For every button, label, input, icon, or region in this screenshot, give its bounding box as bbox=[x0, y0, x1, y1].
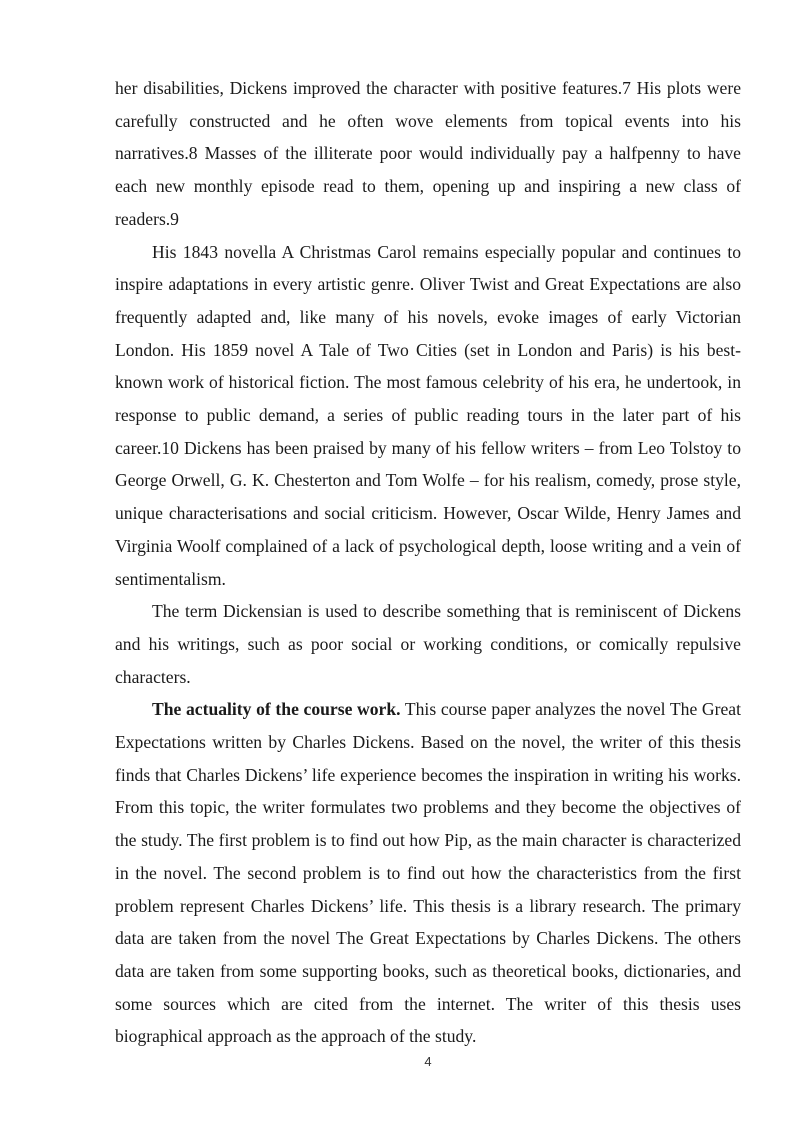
paragraph-4-text: This course paper analyzes the novel The Great Expectations written by Charles Dickens. Based on the novel, the writer of this thesis finds that Charles Dickens’ life experience becomes the inspiration in writing his works. From this topic, the writer formulates two problems and they become the objectives of the study. The first problem is to find out how Pip, as the main character is characterized in the novel. The second problem is to find out how the characteristics from the first problem represent Charles Dickens’ life. This thesis is a library research. The primary data are taken from the novel The Great Expectations by Charles Dickens. The others data are taken from some supporting books, such as theoretical books, dictionaries, and some sources which are cited from the internet. The writer of this thesis uses biographical approach as the approach of the study. bbox=[115, 699, 741, 1047]
paragraph-4 bbox=[115, 693, 741, 1053]
page-number: 4 bbox=[424, 1054, 432, 1069]
paragraph-1 bbox=[115, 72, 741, 236]
paragraph-2 bbox=[115, 236, 741, 596]
paragraph-2-text: His 1843 novella A Christmas Carol remains especially popular and continues to inspire adaptations in every artistic genre. Oliver Twist and Great Expectations are also frequently adapted and, like many of his novels, evoke images of early Victorian London. His 1859 novel A Tale of Two Cities (set in London and Paris) is his best-known work of historical fiction. The most famous celebrity of his era, he undertook, in response to public demand, a series of public reading tours in the later part of his career.10 Dickens has been praised by many of his fellow writers – from Leo Tolstoy to George Orwell, G. K. Chesterton and Tom Wolfe – for his realism, comedy, prose style, unique characterisations and social criticism. However, Oscar Wilde, Henry James and Virginia Woolf complained of a lack of psychological depth, loose writing and a vein of sentimentalism. bbox=[115, 241, 741, 589]
paragraph-3-text: The term Dickensian is used to describe something that is reminiscent of Dickens and his writings, such as poor social or working conditions, or comically repulsive characters. bbox=[115, 601, 741, 687]
paragraph-3 bbox=[115, 595, 741, 693]
paragraph-1-text: her disabilities, Dickens improved the character with positive features.7 His plots were carefully constructed and he often wove elements from topical events into his narratives.8 Masses of the illiterate poor would individually pay a halfpenny to have each new monthly episode read to them, opening up and inspiring a new class of readers.9 bbox=[115, 78, 741, 229]
section-lead-heading: The actuality of the course work. bbox=[152, 699, 401, 720]
document-body bbox=[115, 72, 741, 1053]
